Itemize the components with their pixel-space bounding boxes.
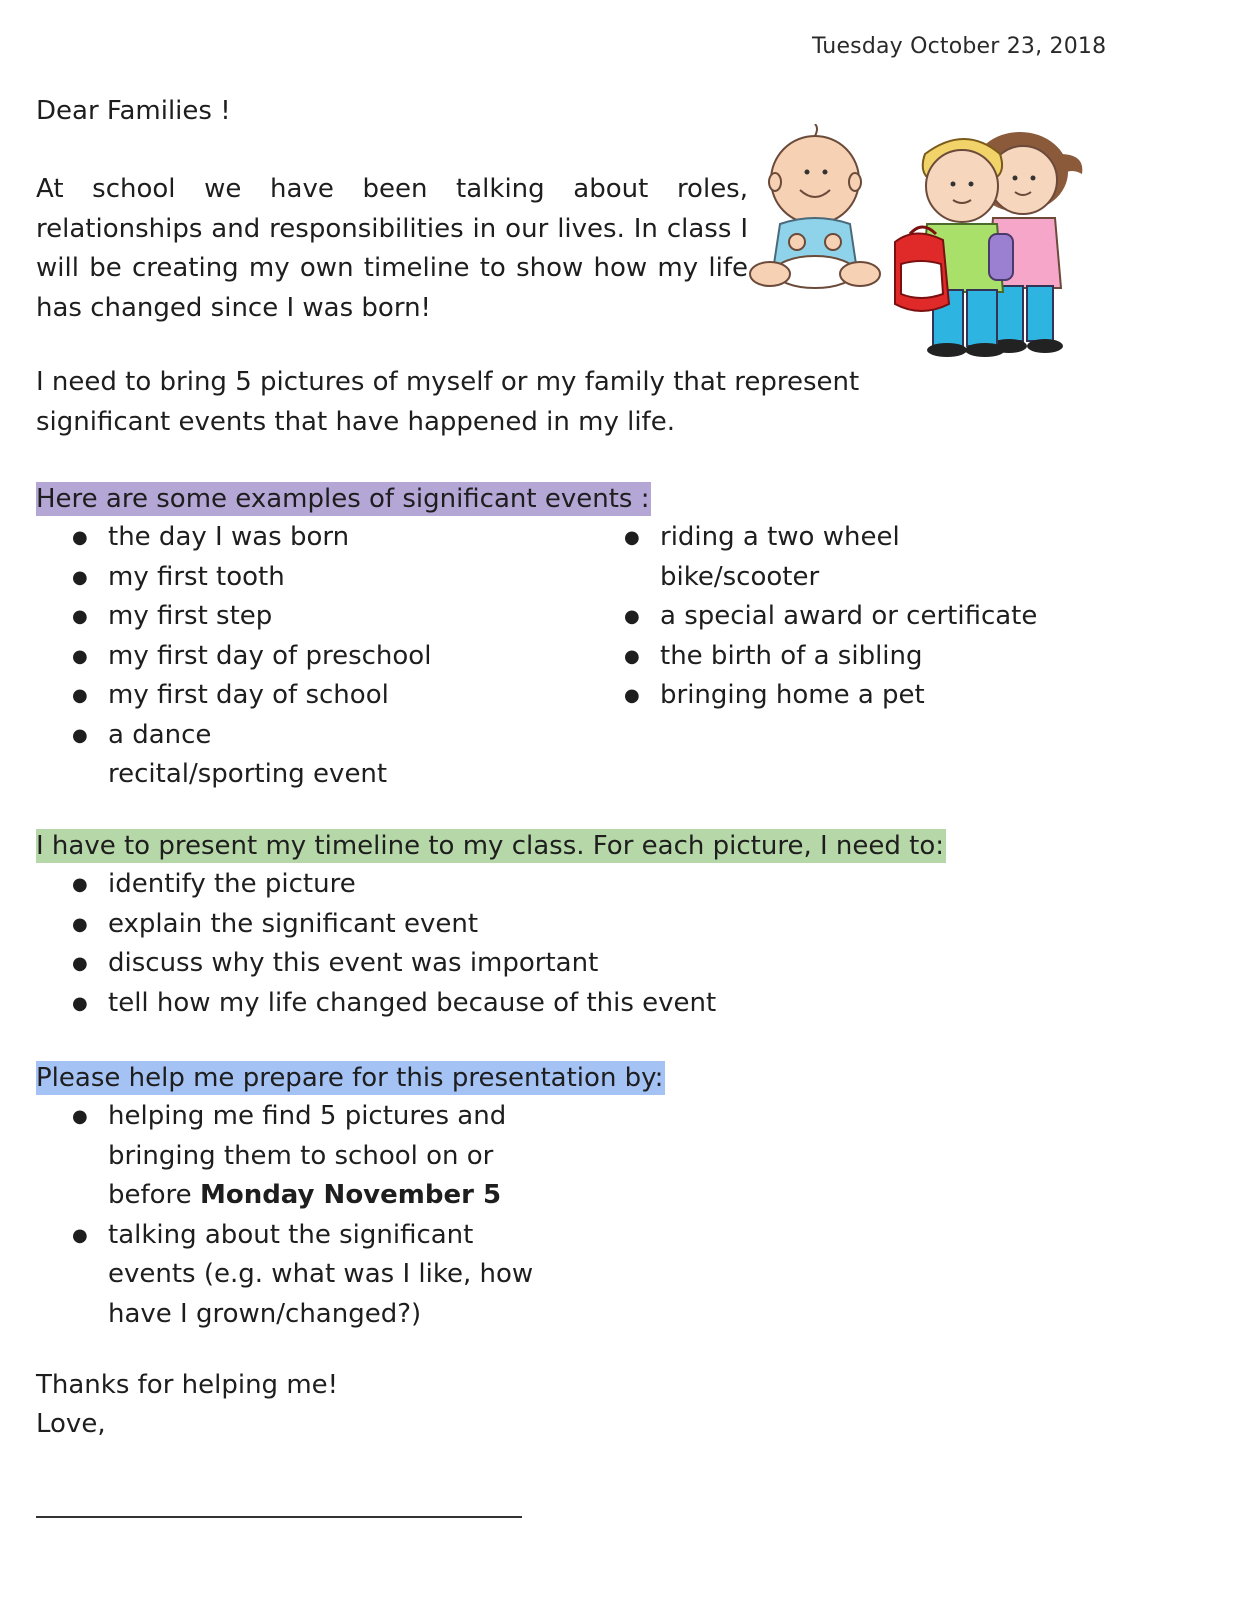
love-line: Love, [36,1409,106,1439]
examples-heading [36,480,651,520]
help-item-text: helping me find 5 pictures and bringing them to school on or before [108,1101,507,1210]
list-item: ● explain the significant event [36,905,936,945]
list-item: ● my first day of preschool [36,637,476,677]
help-list [36,1097,536,1334]
thanks-line: Thanks for helping me! [36,1370,339,1400]
examples-list-left [36,518,476,795]
examples-list-right [588,518,1108,716]
letter-date: Tuesday October 23, 2018 [812,34,1107,59]
children-clipart [745,124,1090,359]
list-item: ● my first day of school [36,676,476,716]
list-item [36,1097,536,1216]
list-item: ● my first tooth [36,558,476,598]
list-item: ● the birth of a sibling [588,637,1108,677]
list-item: ● riding a two wheel bike/scooter [588,518,930,597]
present-heading [36,827,946,867]
list-item: ● a special award or certificate [588,597,1108,637]
list-item: ● discuss why this event was important [36,944,936,984]
list-item: ● bringing home a pet [588,676,1108,716]
baby-figure [750,124,880,288]
present-heading-text: I have to present my timeline to my class. For each picture, I need to: [36,831,945,861]
list-item: ● a dance recital/sporting event [36,716,408,795]
presentation-tasks-list [36,865,936,1023]
list-item: ● identify the picture [36,865,936,905]
list-item: ● my first step [36,597,476,637]
examples-heading-text: Here are some examples of significant events : [36,484,650,514]
list-item: ● tell how my life changed because of this event [36,984,936,1024]
pictures-request-paragraph: I need to bring 5 pictures of myself or my family that represent significant events that have happened in my life. [36,367,860,437]
list-item: ● the day I was born [36,518,476,558]
intro-paragraph: At school we have been talking about roles, relationships and responsibilities in our lives. In class I will be creating my own timeline to show how my life has changed since I was born! [36,174,748,323]
help-heading [36,1059,665,1099]
help-heading-text: Please help me prepare for this presentation by: [36,1063,664,1093]
greeting: Dear Families ! [36,96,231,126]
backpack-icon [895,227,949,311]
due-date: Monday November 5 [199,1180,502,1210]
list-item: ● talking about the significant events (e.g. what was I like, how have I grown/changed?) [36,1216,536,1335]
signature-line [36,1516,522,1518]
